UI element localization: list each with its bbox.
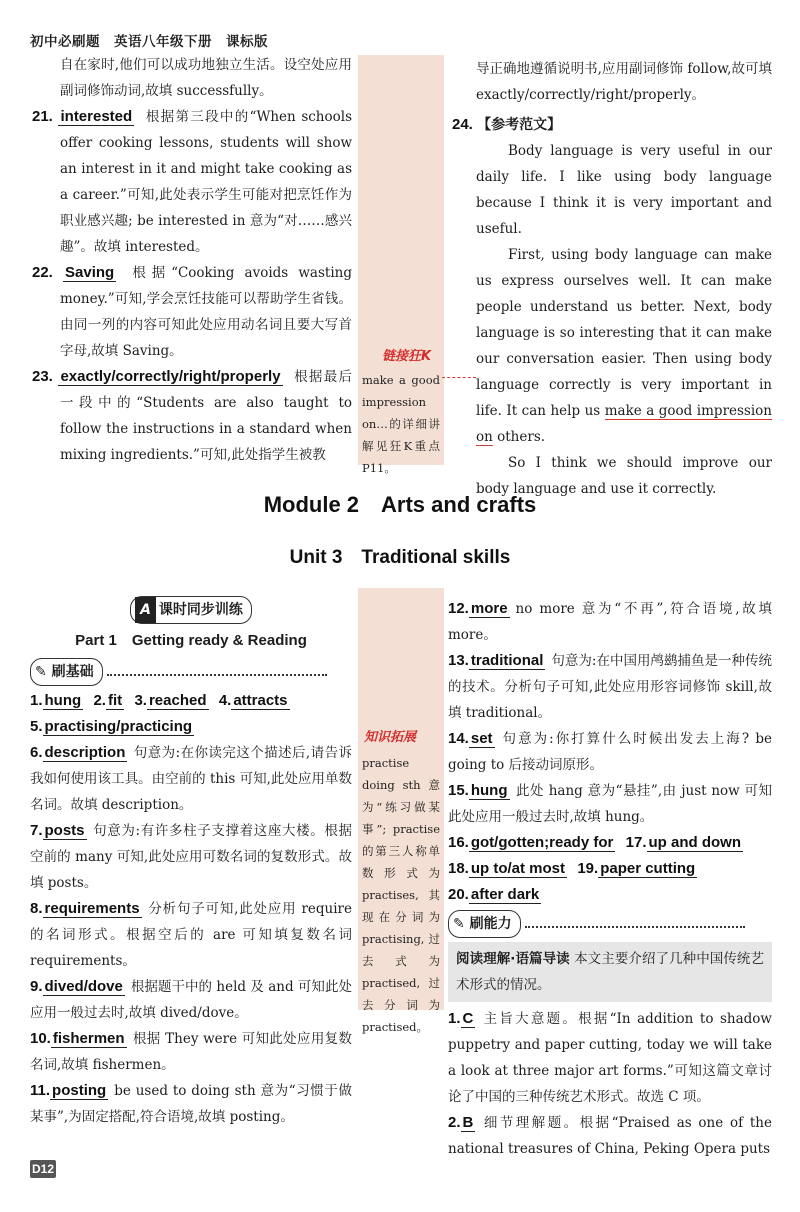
answer-20: 20. after dark xyxy=(448,886,540,903)
basic-section-heading: ✎ 刷基础 xyxy=(30,658,352,686)
top-left-column xyxy=(32,52,353,468)
note-label: 知识拓展 xyxy=(364,730,417,745)
ability-section-heading: ✎ 刷能力 xyxy=(448,910,772,938)
answer-8: 8. requirements 分析句子可知,此处应用 require 的名词形式。根据空后的 are 可知填复数名词 requirements。 xyxy=(30,900,352,969)
answer-6: 6. description 句意为:在你读完这个描述后,请告诉我如何使用该工具。由空前的 this 可知,此处应用单数名词。故填 description。 xyxy=(30,744,352,813)
answers-16-17: 16. got/gotten;ready for 17. up and down xyxy=(448,834,741,851)
page-number: D12 xyxy=(31,1162,54,1176)
pencil-icon: ✎ xyxy=(35,664,47,680)
knowledge-strip xyxy=(358,588,444,1034)
margin-note-strip xyxy=(358,55,444,475)
badge-letter: A xyxy=(135,597,156,623)
answer-12: 12. more no more 意为“不再”,符合语境,故填 more。 xyxy=(448,600,772,643)
answer-7: 7. posts 句意为:有许多柱子支撑着这座大楼。根据空前的 many 可知,此处应用可数名词的复数形式。故填 posts。 xyxy=(30,822,352,891)
essay-paragraph-2: First, using body language can make us express ourselves well. It can make people understand us better. Next, body language is so interesting that it can make our conversation easier. Then using body language correctly is very important in life. It can help us make a good impression on others. xyxy=(476,247,773,445)
answer-5: 5. practising/practicing xyxy=(30,718,193,735)
answer-15: 15. hung 此处 hang 意为“悬挂”,由 just now 可知此处应用一般过去时,故填 hung。 xyxy=(448,782,772,825)
answer-21: 21. interested 根据第三段中的“When schools offer cooking lessons, students will show an interest in it and might take cooking as a career.”可知,此处表示学生可能对把烹饪作为职业感兴趣; be interested in 意为“对……感兴趣”。故填 interested。 xyxy=(32,108,353,255)
essay-paragraph-1: Body language is very useful in our daily life. I like using body language because I think it is very important and useful. xyxy=(476,143,772,237)
essay-paragraph-3: So I think we should improve our body language and use it correctly. xyxy=(476,455,772,497)
top-right-column xyxy=(452,56,773,502)
bottom-right-column xyxy=(448,596,772,1162)
unit-title: Unit 3 Traditional skills xyxy=(289,547,511,568)
answer-reading-1: 1. C 主旨大意题。根据“In addition to shadow puppetry and paper cutting, today we will take a look at three major art forms.”可知这篇文章讨论了中国的三种传统艺术形式。故选 C 项。 xyxy=(448,1010,772,1105)
reading-guide-label: 阅读理解·语篇导读 xyxy=(456,951,570,967)
part-title: Part 1 Getting ready & Reading xyxy=(75,632,307,649)
answer-13: 13. traditional 句意为:在中国用鸬鹚捕鱼是一种传统的技术。分析句子可知,此处应用形容词修饰 skill,故填 traditional。 xyxy=(448,652,772,721)
answer-reading-2: 2. B 细节理解题。根据“Praised as one of the national treasures of China, Peking Opera puts xyxy=(448,1114,772,1157)
answer-9: 9. dived/dove 根据题干中的 held 及 and 可知此处应用一般过去时,故填 dived/dove。 xyxy=(30,978,352,1021)
module-title: Module 2 Arts and crafts xyxy=(263,492,537,517)
note-text: practise doing sth 意为“练习做某事”; practise 的第三人称单数形式为 practises,其现在分词为 practising,过去式为 practised,过去分词为 practised。 xyxy=(362,756,440,1034)
answers-18-19: 18. up to/at most 19. paper cutting xyxy=(448,860,696,877)
answer-14: 14. set 句意为:你打算什么时候出发去上海? be going to 后接动词原形。 xyxy=(448,730,772,773)
answer-10: 10. fishermen 根据 They were 可知此处应用复数名词,故填 fishermen。 xyxy=(30,1030,352,1073)
pencil-icon: ✎ xyxy=(453,916,465,932)
section-badge: A 课时同步训练 xyxy=(30,596,352,624)
answer-24: 24. 【参考范文】 xyxy=(452,116,562,133)
highlight-phrase: make a good impression on xyxy=(476,403,773,445)
note-label: 链接狂K xyxy=(382,349,432,364)
link-arrow xyxy=(442,377,476,378)
answer-23: 23. exactly/correctly/right/properly 根据最后一段中的“Students are also taught to follow the instructions in a standard when mixing ingredients.”可知,此处指学生被教 xyxy=(32,368,353,463)
answer-11: 11. posting be used to doing sth 意为“习惯于做某事”,为固定搭配,符合语境,故填 posting。 xyxy=(30,1082,352,1125)
answers-row-1: 1. hung 2. fit 3. reached 4. attracts xyxy=(30,692,288,709)
q23-continued: 导正确地遵循说明书,应用副词修饰 follow,故可填 exactly/correctly/right/properly。 xyxy=(476,61,772,103)
q20-continued: 自在家时,他们可以成功地独立生活。设空处应用副词修饰动词,故填 successfully。 xyxy=(60,57,352,99)
note-text: make a good impression on…的详细讲解见狂K重点P11。 xyxy=(362,373,440,475)
page-header: 初中必刷题 英语八年级下册 课标版 xyxy=(30,34,268,50)
answer-22: 22. Saving 根据“Cooking avoids wasting money.”可知,学会烹饪技能可以帮助学生省钱。由同一列的内容可知此处应用动名词且要大写首字母,故填 Saving。 xyxy=(32,264,352,359)
bottom-left-column xyxy=(30,596,352,1130)
reading-guide-box: 阅读理解·语篇导读 本文主要介绍了几种中国传统艺术形式的情况。 xyxy=(448,942,772,1002)
